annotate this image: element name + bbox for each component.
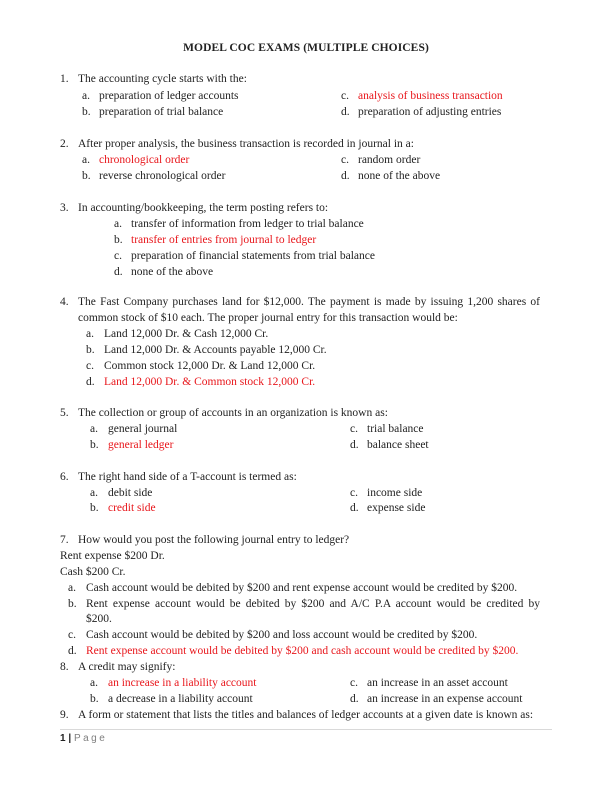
q9-text: A form or statement that lists the titles and balances of ledger accounts at a given date is known as: — [78, 709, 534, 721]
q7-entry-debit: Rent expense $200 Dr. — [60, 550, 165, 562]
q7-b-text-line2: $200. — [86, 613, 112, 625]
q1-a-key: a. — [82, 90, 90, 102]
q4-c-key: c. — [86, 360, 94, 372]
q4-d-text: Land 12,000 Dr. & Common stock 12,000 Cr. — [104, 376, 316, 388]
q2-a-key: a. — [82, 154, 90, 166]
q1-a-text: preparation of ledger accounts — [99, 90, 239, 102]
q3-d-text: none of the above — [131, 266, 214, 278]
q5-d-key: d. — [350, 439, 359, 451]
q7-a-key: a. — [68, 582, 76, 594]
q5-b-text: general ledger — [108, 439, 174, 451]
q4-a-text: Land 12,000 Dr. & Cash 12,000 Cr. — [104, 328, 269, 340]
q4-c-text: Common stock 12,000 Dr. & Land 12,000 Cr. — [104, 360, 316, 372]
q2-number: 2. — [60, 138, 69, 150]
q6-c-text: income side — [367, 487, 423, 499]
q3-c-key: c. — [114, 250, 122, 262]
q4-text-line1: The Fast Company purchases land for $12,000. The payment is made by issuing 1,200 shares of — [78, 296, 540, 308]
q4-d-key: d. — [86, 376, 95, 388]
q4-a-key: a. — [86, 328, 94, 340]
q7-b-text-line1: Rent expense account would be debited by $200 and A/C P.A account would be credited by — [86, 598, 540, 610]
q1-number: 1. — [60, 73, 69, 85]
q7-d-key: d. — [68, 645, 77, 657]
q3-c-text: preparation of financial statements from trial balance — [131, 250, 375, 262]
q8-text: A credit may signify: — [78, 661, 176, 673]
q8-d-key: d. — [350, 693, 359, 705]
q5-a-text: general journal — [108, 423, 178, 435]
q5-a-key: a. — [90, 423, 98, 435]
q5-c-text: trial balance — [367, 423, 424, 435]
q4-b-key: b. — [86, 344, 95, 356]
q3-a-key: a. — [114, 218, 122, 230]
q6-a-text: debit side — [108, 487, 153, 499]
q6-d-text: expense side — [367, 502, 426, 514]
page-number: 1 — [60, 733, 66, 744]
q2-c-key: c. — [341, 154, 349, 166]
q7-text: How would you post the following journal entry to ledger? — [78, 534, 350, 546]
q2-b-text: reverse chronological order — [99, 170, 226, 182]
q5-text: The collection or group of accounts in an organization is known as: — [78, 407, 388, 419]
q4-number: 4. — [60, 296, 69, 308]
q5-b-key: b. — [90, 439, 99, 451]
q2-a-text: chronological order — [99, 154, 190, 166]
q3-a-text: transfer of information from ledger to trial balance — [131, 218, 364, 230]
q8-c-text: an increase in an asset account — [367, 677, 508, 689]
q1-c-key: c. — [341, 90, 349, 102]
q8-c-key: c. — [350, 677, 358, 689]
q6-number: 6. — [60, 471, 69, 483]
q8-a-key: a. — [90, 677, 98, 689]
q3-number: 3. — [60, 202, 69, 214]
page-word: Page — [73, 733, 108, 744]
q7-a-text: Cash account would be debited by $200 and rent expense account would be credited by $200. — [86, 582, 518, 594]
q1-d-text: preparation of adjusting entries — [358, 106, 502, 118]
q7-c-key: c. — [68, 629, 76, 641]
q2-text: After proper analysis, the business transaction is recorded in journal in a: — [78, 138, 414, 150]
q1-c-text: analysis of business transaction — [358, 90, 503, 102]
q1-text: The accounting cycle starts with the: — [78, 73, 247, 85]
q5-c-key: c. — [350, 423, 358, 435]
q6-b-key: b. — [90, 502, 99, 514]
q7-entry-credit: Cash $200 Cr. — [60, 566, 126, 578]
q2-c-text: random order — [358, 154, 421, 166]
q8-b-text: a decrease in a liability account — [108, 693, 253, 705]
q8-number: 8. — [60, 661, 69, 673]
q6-b-text: credit side — [108, 502, 156, 514]
q4-b-text: Land 12,000 Dr. & Accounts payable 12,000 Cr. — [104, 344, 327, 356]
q5-d-text: balance sheet — [367, 439, 429, 451]
q4-text-line2: common stock of $10 each. The proper journal entry for this transaction would be: — [78, 312, 458, 324]
q7-c-text: Cash account would be debited by $200 and loss account would be credited by $200. — [86, 629, 478, 641]
page-title: MODEL COC EXAMS (MULTIPLE CHOICES) — [183, 42, 429, 54]
q9-number: 9. — [60, 709, 69, 721]
q8-b-key: b. — [90, 693, 99, 705]
page-number-footer — [60, 733, 107, 744]
q5-number: 5. — [60, 407, 69, 419]
q8-d-text: an increase in an expense account — [367, 693, 523, 705]
q7-d-text: Rent expense account would be debited by $200 and cash account would be credited by $200. — [86, 645, 519, 657]
q6-text: The right hand side of a T-account is termed as: — [78, 471, 297, 483]
q8-a-text: an increase in a liability account — [108, 677, 257, 689]
q1-b-key: b. — [82, 106, 91, 118]
q7-b-key: b. — [68, 598, 77, 610]
q2-d-key: d. — [341, 170, 350, 182]
q3-text: In accounting/bookkeeping, the term posting refers to: — [78, 202, 329, 214]
footer-rule — [60, 729, 552, 730]
q1-d-key: d. — [341, 106, 350, 118]
q6-d-key: d. — [350, 502, 359, 514]
q3-d-key: d. — [114, 266, 123, 278]
q1-b-text: preparation of trial balance — [99, 106, 224, 118]
q6-a-key: a. — [90, 487, 98, 499]
q3-b-text: transfer of entries from journal to ledger — [131, 234, 317, 246]
q2-d-text: none of the above — [358, 170, 441, 182]
q3-b-key: b. — [114, 234, 123, 246]
q6-c-key: c. — [350, 487, 358, 499]
q7-number: 7. — [60, 534, 69, 546]
q2-b-key: b. — [82, 170, 91, 182]
page-separator: | — [68, 733, 72, 744]
